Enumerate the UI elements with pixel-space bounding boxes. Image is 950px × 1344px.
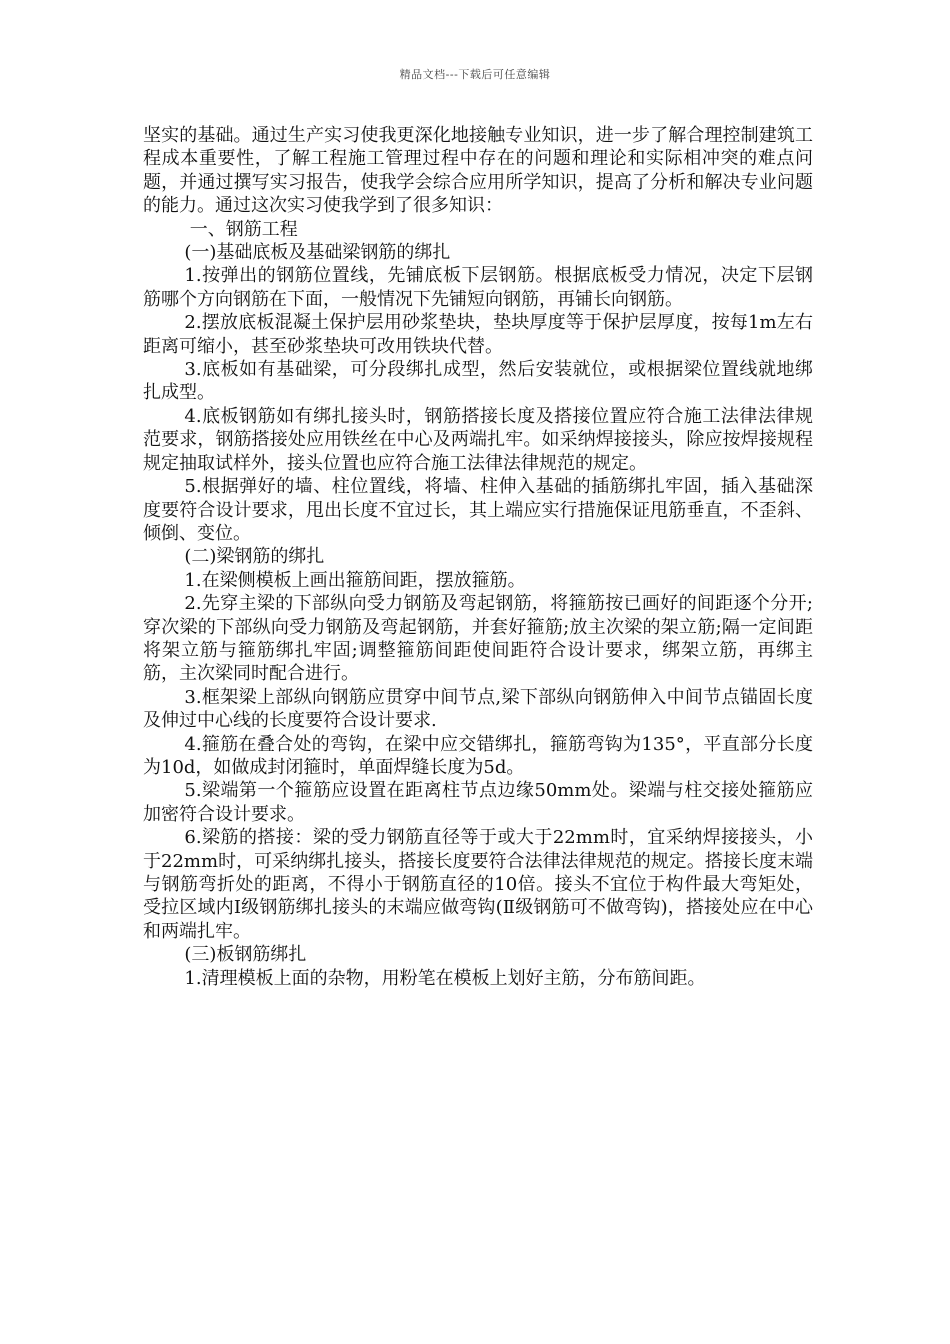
paragraph-item: 1.清理模板上面的杂物，用粉笔在模板上划好主筋，分布筋间距。 xyxy=(184,967,706,989)
section-heading-rebar: 一、钢筋工程 xyxy=(189,218,298,240)
paragraph-item: 4.箍筋在叠合处的弯钩，在梁中应交错绑扎，箍筋弯钩为135°，平直部分长度为10d，如做成封闭箍时，单面焊缝长度为5d。 xyxy=(143,733,813,778)
paragraph-item: 1.在梁侧模板上画出箍筋间距，摆放箍筋。 xyxy=(184,569,526,591)
paragraph-item: 3.底板如有基础梁，可分段绑扎成型，然后安装就位，或根据梁位置线就地绑扎成型。 xyxy=(143,359,813,404)
paragraph-item: 5.根据弹好的墙、柱位置线，将墙、柱伸入基础的插筋绑扎牢固，插入基础深度要符合设计要求，甩出长度不宜过长，其上端应实行措施保证甩筋垂直，不歪斜、倾倒、变位。 xyxy=(143,476,813,544)
paragraph-item: 1.按弹出的钢筋位置线，先铺底板下层钢筋。根据底板受力情况，决定下层钢筋哪个方向钢筋在下面，一般情况下先铺短向钢筋，再铺长向钢筋。 xyxy=(143,265,813,310)
subsection-heading-foundation: (一)基础底板及基础梁钢筋的绑扎 xyxy=(184,242,451,264)
subsection-heading-beam: (二)梁钢筋的绑扎 xyxy=(184,546,325,568)
paragraph-intro: 坚实的基础。通过生产实习使我更深化地接触专业知识，进一步了解合理控制建筑工程成本重要性，了解工程施工管理过程中存在的问题和理论和实际相冲突的难点问题，并通过撰写实习报告，使我学会综合应用所学知识，提高了分析和解决专业问题的能力。通过这次实习使我学到了很多知识： xyxy=(143,125,813,217)
page-header: 精品文档---下载后可任意编辑 xyxy=(399,68,551,81)
paragraph-item: 6.梁筋的搭接：梁的受力钢筋直径等于或大于22mm时，宜采纳焊接接头，小于22mm时，可采纳绑扎接头，搭接长度要符合法律法律规范的规定。搭接长度末端与钢筋弯折处的距离，不得小于钢筋直径的10倍。接头不宜位于构件最大弯矩处，受拉区域内Ⅰ级钢筋绑扎接头的末端应做弯钩(Ⅱ级钢筋可不做弯钩)，搭接处应在中心和两端扎牢。 xyxy=(143,827,813,942)
paragraph-item: 4.底板钢筋如有绑扎接头时，钢筋搭接长度及搭接位置应符合施工法律法律规范要求，钢筋搭接处应用铁丝在中心及两端扎牢。如采纳焊接接头，除应按焊接规程规定抽取试样外，接头位置也应符合施工法律法律规范的规定。 xyxy=(143,405,813,474)
paragraph-item: 3.框架梁上部纵向钢筋应贯穿中间节点,梁下部纵向钢筋伸入中间节点锚固长度及伸过中心线的长度要符合设计要求. xyxy=(143,686,813,732)
paragraph-item: 2.摆放底板混凝土保护层用砂浆垫块，垫块厚度等于保护层厚度，按每1m左右距离可缩小，甚至砂浆垫块可改用铁块代替。 xyxy=(143,312,813,357)
document-body xyxy=(143,124,813,990)
paragraph-item: 5.梁端第一个箍筋应设置在距离柱节点边缘50mm处。梁端与柱交接处箍筋应加密符合设计要求。 xyxy=(143,780,813,825)
subsection-heading-slab: (三)板钢筋绑扎 xyxy=(184,944,307,966)
paragraph-item: 2.先穿主梁的下部纵向受力钢筋及弯起钢筋，将箍筋按已画好的间距逐个分开;穿次梁的下部纵向受力钢筋及弯起钢筋，并套好箍筋;放主次梁的架立筋;隔一定间距将架立筋与箍筋绑扎牢固;调整箍筋间距使间距符合设计要求，绑架立筋，再绑主筋，主次梁同时配合进行。 xyxy=(143,593,813,685)
